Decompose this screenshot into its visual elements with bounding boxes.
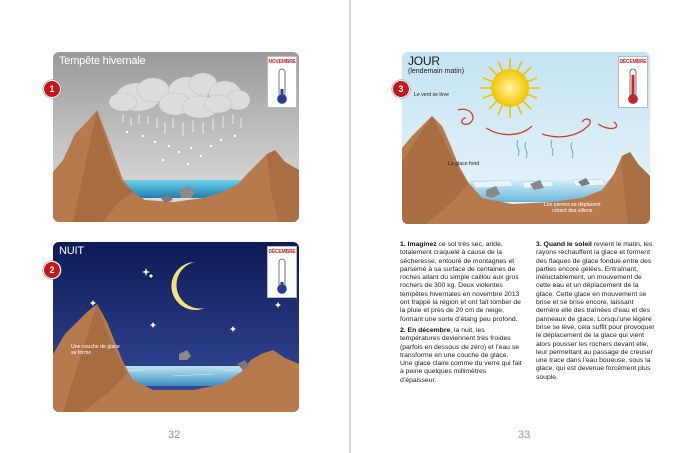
caption-line-2: créant des sillons: [552, 208, 593, 214]
left-page: [0, 0, 349, 453]
thermometer-november: [267, 56, 297, 108]
night-title: NUIT: [59, 245, 84, 257]
paragraph-3-body: revient le matin, les rayons réchauffent la glace et forment des flaques de glace fondue entre des parties encore gelées. Entraînant, inéluctablement, un mouvement de cette eau et un déplacement de la glace. Cette glace en mouvement se brise et se brise encore, laissant derrière elle des traînées d’eau et des panneaux de glace. Lorsqu’une légère brise se lève, cela suffit pour provoquer le déplacement de la glace qui vient alors pousser les rochers devant elle, leur permettant au passage de creuser une trace dans l’eau boueuse, sous la glace, qui est devenue forcément plus souple.: [536, 241, 655, 381]
month-label: DÉCEMBRE: [268, 249, 296, 255]
storm-title: Tempête hivernale: [59, 55, 146, 67]
day-illustration: [402, 52, 650, 224]
paragraph-2-lead: 2. En décembre: [400, 326, 451, 334]
storm-panel: [53, 52, 299, 222]
thermometer-icon: [268, 57, 296, 107]
day-title: JOUR: [408, 54, 440, 68]
night-panel: [53, 242, 299, 412]
paragraph-1-body: ce sol très sec, aride, totalement craquelé à cause de la sécheresse, entouré de montagnes et parsemé à sa surface de centaines de roches allant du simple caillou aux gros rochers de 300 kg. Deux violentes tempêtes hivernales en novembre 2013 ont frappé la région et ont fait tomber de la pluie et près de 20 cm de neige, formant une sorte d’étang peu profond.: [400, 241, 521, 323]
step-badge-3: 3: [392, 80, 410, 98]
stones-move-caption: [544, 202, 601, 214]
page-number-left: 32: [168, 429, 181, 441]
step-badge-2: 2: [43, 261, 61, 279]
thermometer-icon: [619, 57, 647, 107]
paragraph-1-lead: 1. Imaginez: [400, 241, 437, 248]
text-column-left: [400, 241, 522, 388]
storm-illustration: [53, 52, 299, 222]
thermometer-december-night: [267, 246, 297, 298]
caption-line-2: se forme: [71, 350, 92, 356]
wind-label: Le vent se lève: [414, 92, 449, 98]
thermometer-december-day: [618, 56, 648, 108]
right-page: [351, 0, 700, 453]
thermometer-icon: [268, 247, 296, 297]
caption-line-1: Une couche de glace: [71, 344, 120, 350]
ice-melts-label: La glace fond: [448, 161, 480, 167]
day-subtitle: (lendemain matin): [408, 68, 465, 75]
caption-line-1: Les pierres se déplacent: [544, 202, 601, 208]
page-number-right: 33: [518, 429, 531, 441]
paragraph-2-body: , la nuit, les températures deviennent très froides (parfois en dessous de zéro) et l’eau se transforme en une couche de glace. Une glace claire comme du verre qui fait à peine quelques millimètres d’épaisseur.: [400, 326, 522, 384]
step-badge-1: 1: [43, 80, 61, 98]
paragraph-3: [536, 241, 658, 382]
night-illustration: [53, 242, 299, 412]
paragraph-2: [400, 327, 522, 385]
day-panel: [402, 52, 650, 224]
paragraph-1: [400, 241, 522, 324]
text-column-right: [536, 241, 658, 385]
month-label: NOVEMBRE: [268, 59, 296, 65]
month-label: DÉCEMBRE: [619, 59, 647, 65]
paragraph-3-lead: 3. Quand le soleil: [536, 241, 592, 248]
ice-forms-caption: [71, 344, 120, 356]
